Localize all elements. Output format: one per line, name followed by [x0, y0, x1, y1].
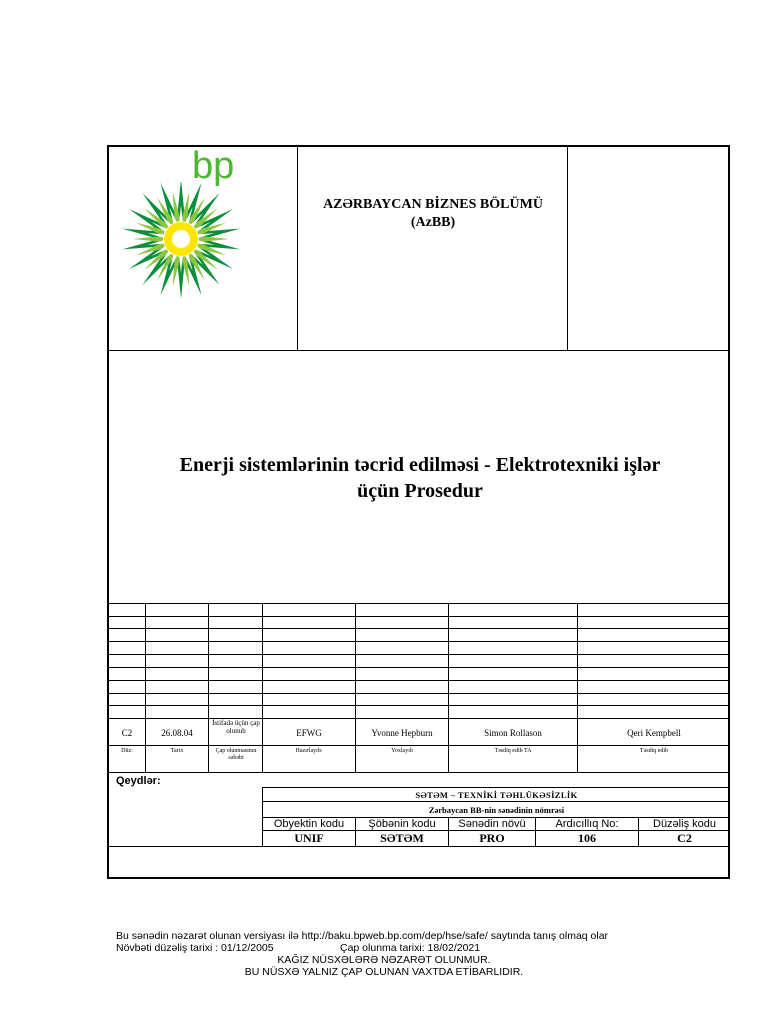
rev-line [108, 654, 730, 655]
code-header-department: Şöbənin kodu [368, 818, 436, 830]
notes-label: Qeydlər: [116, 775, 161, 787]
code-header-revision: Düzəliş kodu [653, 818, 716, 830]
rev-cell-approved: Qeri Kempbell [627, 728, 681, 738]
rev-line [108, 616, 730, 617]
footer-validity-notice: BU NÜSXƏ YALNIZ ÇAP OLUNAN VAXTDA ETİBARLIDIR. [244, 966, 524, 978]
header-bottom-line [108, 350, 730, 351]
code-value-object: UNIF [294, 831, 324, 845]
rev-line [108, 667, 730, 668]
code-value-type: PRO [479, 831, 505, 845]
company-abbr: (AzBB) [410, 215, 456, 230]
rev-line [108, 745, 730, 746]
document-title-line2: üçün Prosedur [357, 480, 483, 502]
rev-line [108, 680, 730, 681]
bp-logo [116, 145, 246, 300]
rev-line [108, 693, 730, 694]
rev-cell-prepared: EFWG [296, 728, 322, 738]
department-title: SƏTƏM – TEXNİKİ TƏHLÜKƏSİZLİK [415, 790, 578, 800]
footer-uncontrolled-notice: KAĞIZ NÜSXƏLƏRƏ NƏZARƏT OLUNMUR. [277, 954, 491, 966]
helios-petal [199, 236, 229, 242]
rev-label-reason: Çap olunmasının səbəbi [215, 748, 257, 761]
code-header-object: Obyektin kodu [273, 818, 345, 830]
rev-cell-approved-ta: Simon Rollason [484, 728, 542, 738]
rev-line [108, 705, 730, 706]
rev-label-approved: Təsdiq edib [639, 748, 669, 754]
rev-line [108, 718, 730, 719]
rev-line [108, 628, 730, 629]
rev-label-revision: Düz: [121, 748, 133, 754]
document-title-line1: Enerji sistemlərinin təcrid edilməsi - Elektrotexniki işlər [179, 454, 661, 476]
rev-col-line [355, 603, 356, 772]
document-title [110, 452, 730, 504]
code-value-sequence: 106 [578, 831, 596, 845]
code-header-type: Sənədin növü [458, 818, 526, 830]
rev-cell-revision: C2 [121, 728, 133, 738]
code-value-department: SƏTƏM [380, 831, 424, 845]
bp-logo-text: bp [192, 145, 235, 187]
rev-col-line [208, 603, 209, 772]
footer-controlled-version: Bu sənədin nəzarət olunan versiyası ilə http://baku.bpweb.bp.com/dep/hse/safe/ saytında tanış olmaq olar [116, 930, 609, 942]
document-number-title: Zərbaycan BB-nin sənədinin nömrəsi [428, 805, 565, 815]
rev-label-date: Tarix [170, 748, 184, 754]
company-name-line: AZƏRBAYCAN BİZNES BÖLÜMÜ [323, 197, 543, 212]
rev-col-line [145, 603, 146, 772]
rev-cell-checked: Yvonne Hepburn [371, 728, 433, 738]
rev-label-checked: Yoxlayıb [391, 748, 413, 754]
rev-label-approved-ta: Təsdiq edib TA [494, 748, 532, 754]
code-value-revision: C2 [677, 831, 692, 845]
code-line [108, 846, 730, 847]
helios-petal [133, 236, 163, 242]
code-line [262, 801, 730, 802]
code-line [262, 787, 730, 788]
helios-center [172, 230, 190, 248]
rev-line [108, 641, 730, 642]
header-divider-left [297, 146, 298, 351]
code-header-sequence: Ardıcıllıq No: [555, 818, 619, 830]
rev-top-line [108, 603, 730, 604]
rev-label-prepared: Hazırlayıb: [295, 748, 323, 754]
rev-cell-date: 26.08.04 [161, 728, 193, 738]
rev-cell-reason: İstifadə üçün çap olunub [212, 719, 260, 735]
rev-col-line [448, 603, 449, 772]
header-divider-right [567, 146, 568, 351]
rev-bottom-line [108, 772, 730, 773]
company-name [300, 196, 566, 232]
footer-print-date: Çap olunma tarixi: 18/02/2021 [340, 942, 481, 954]
footer-next-revision-date: Növbəti düzəliş tarixi : 01/12/2005 [116, 942, 274, 954]
rev-col-line [577, 603, 578, 772]
rev-col-line [262, 603, 263, 772]
helios-icon [116, 182, 246, 300]
